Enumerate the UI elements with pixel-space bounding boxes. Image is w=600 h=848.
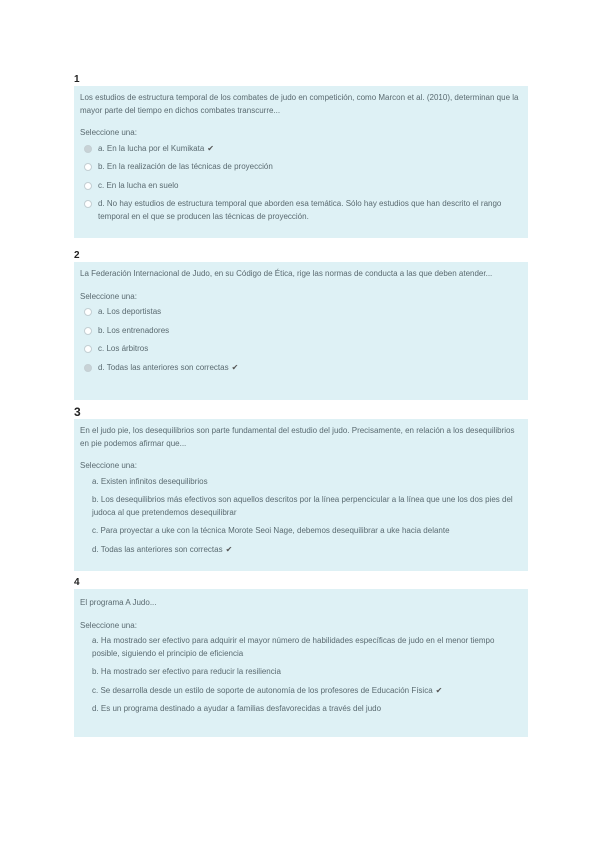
question-card [74, 419, 528, 571]
option-label: c. En la lucha en suelo [98, 180, 179, 190]
answer-option[interactable] [80, 635, 520, 660]
option-label: b. En la realización de las técnicas de proyección [98, 162, 273, 171]
option-label: c. Para proyectar a uke con la técnica Morote Seoi Nage, debemos desequilibrar a uke hacia delante [92, 526, 450, 535]
answer-option[interactable] [80, 143, 520, 156]
question-text: En el judo pie, los desequilibrios son parte fundamental del estudio del judo. Precisamente, en relación a los desequilibrios en pie podemos afirmar que... [80, 426, 515, 448]
correct-check-icon: ✔ [435, 685, 443, 695]
question-text: El programa A Judo... [80, 598, 157, 607]
question-number: 2 [74, 250, 80, 261]
question-text: Los estudios de estructura temporal de los combates de judo en competición, como Marcon et al. (2010), determinan que la mayor parte del tiempo en dichos combates transcurre... [80, 93, 519, 115]
answer-option[interactable] [80, 306, 520, 319]
select-prompt: Seleccione una: [80, 291, 137, 301]
option-label: c. Se desarrolla desde un estilo de soporte de autonomía de los profesores de Educación Física [92, 685, 433, 695]
answer-option[interactable] [80, 476, 520, 489]
option-label: c. Los árbitros [98, 344, 149, 353]
radio-button[interactable] [84, 308, 92, 316]
option-label: d. Todas las anteriores son correctas [98, 362, 229, 372]
radio-button[interactable] [84, 200, 92, 208]
answer-option[interactable] [80, 685, 520, 698]
option-label: a. Existen infinitos desequilibrios [92, 476, 208, 486]
radio-button[interactable] [84, 182, 92, 190]
option-label: d. Es un programa destinado a ayudar a familias desfavorecidas a través del judo [92, 704, 382, 713]
radio-button[interactable] [84, 145, 92, 153]
radio-button[interactable] [84, 364, 92, 372]
answer-option[interactable] [80, 180, 520, 193]
question-card [74, 262, 528, 400]
question-number: 1 [74, 74, 80, 85]
correct-check-icon: ✔ [231, 362, 239, 372]
option-label: b. Los desequilibrios más efectivos son aquellos descritos por la línea perpencicular a la línea que une los dos pies del judoca al que pretendemos desequilibrar [92, 495, 513, 517]
question-number: 4 [74, 577, 80, 588]
select-prompt: Seleccione una: [80, 620, 137, 630]
answer-option[interactable] [80, 343, 520, 356]
correct-check-icon: ✔ [225, 544, 233, 554]
question-text: La Federación Internacional de Judo, en su Código de Ética, rige las normas de conducta a las que deben atender... [80, 269, 493, 278]
option-label: b. Ha mostrado ser efectivo para reducir la resiliencia [92, 667, 281, 676]
option-label: a. Ha mostrado ser efectivo para adquirir el mayor número de habilidades específicas de judo en el menor tiempo posible, siguiendo el principio de eficiencia [92, 636, 495, 658]
question-number: 3 [74, 405, 81, 419]
option-label: a. Los deportistas [98, 307, 162, 316]
answer-option[interactable] [80, 525, 520, 538]
option-label: d. No hay estudios de estructura temporal que aborden esa temática. Sólo hay estudios que han descrito el rango temporal en el que se producen las técnicas de proyección. [98, 199, 502, 221]
option-label: d. Todas las anteriores son correctas [92, 544, 223, 554]
select-prompt: Seleccione una: [80, 128, 137, 137]
question-card [74, 589, 528, 737]
radio-button[interactable] [84, 163, 92, 171]
question-card [74, 86, 528, 238]
answer-option[interactable] [80, 703, 520, 716]
answer-option[interactable] [80, 544, 520, 557]
answer-option[interactable] [80, 325, 520, 338]
option-label: a. En la lucha por el Kumikata [98, 143, 205, 153]
answer-option[interactable] [80, 161, 520, 174]
answer-option[interactable] [80, 198, 520, 223]
correct-check-icon: ✔ [207, 143, 214, 153]
answer-option[interactable] [80, 362, 520, 375]
radio-button[interactable] [84, 327, 92, 335]
select-prompt: Seleccione una: [80, 461, 137, 470]
option-label: b. Los entrenadores [98, 325, 170, 335]
radio-button[interactable] [84, 345, 92, 353]
answer-option[interactable] [80, 666, 520, 679]
answer-option[interactable] [80, 494, 520, 519]
